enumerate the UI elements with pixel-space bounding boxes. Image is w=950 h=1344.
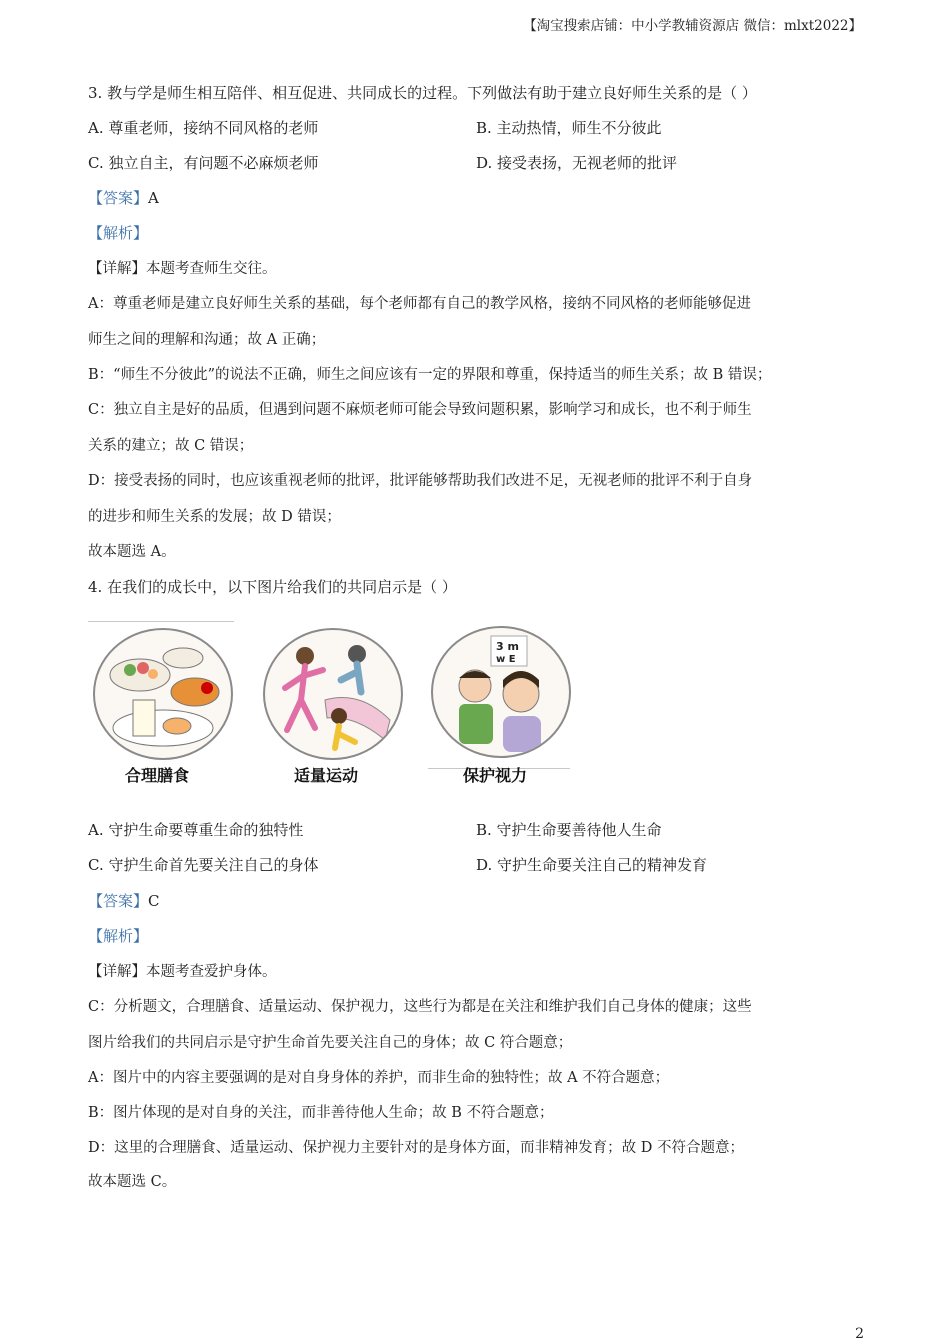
q3-detail-line: 师生之间的理解和沟通；故 A 正确；	[88, 332, 326, 348]
q4-detail-line: D：这里的合理膳食、适量运动、保护视力主要针对的是身体方面，而非精神发育；故 D 不符合题意；	[88, 1140, 744, 1156]
q4-detail-line: B：图片体现的是对自身的关注，而非善待他人生命；故 B 不符合题意；	[88, 1105, 554, 1121]
q3-stem: 3. 教与学是师生相互陪伴、相互促进、共同成长的过程。下列做法有助于建立良好师生关系的是（ ）	[88, 84, 757, 102]
q4-detail-line: 【详解】本题考查爱护身体。	[88, 964, 277, 980]
answer-value: C	[148, 892, 160, 910]
q3-detail-line: A：尊重老师是建立良好师生关系的基础，每个老师都有自己的教学风格，接纳不同风格的老师能够促进	[88, 296, 751, 312]
caption-exercise: 适量运动	[294, 766, 359, 785]
q4-detail-line: C：分析题文，合理膳食、适量运动、保护视力，这些行为都是在关注和维护我们自己身体的健康；这些	[88, 999, 752, 1015]
analysis-label: 【解析】	[88, 927, 149, 945]
q4-analysis	[88, 925, 148, 946]
caption-healthy-diet: 合理膳食	[125, 766, 190, 785]
exercise-illustration-icon	[263, 628, 403, 760]
q3-option-b: B. 主动热情，师生不分彼此	[476, 119, 662, 137]
q3-detail-line: D：接受表扬的同时，也应该重视老师的批评，批评能够帮助我们改进不足，无视老师的批评不利于自身	[88, 473, 753, 489]
analysis-label: 【解析】	[88, 224, 149, 242]
q4-detail-line: 故本题选 C。	[88, 1174, 177, 1190]
q4-detail-line: 图片给我们的共同启示是守护生命首先要关注自己的身体；故 C 符合题意；	[88, 1035, 573, 1051]
q3-detail-line: 故本题选 A。	[88, 544, 176, 560]
svg-text:w E: w E	[496, 654, 516, 665]
q3-option-d: D. 接受表扬，无视老师的批评	[476, 154, 678, 172]
q4-answer	[88, 890, 160, 911]
q4-option-a: A. 守护生命要尊重生命的独特性	[88, 821, 304, 839]
q3-answer	[88, 187, 159, 208]
food-illustration-icon	[93, 628, 233, 760]
svg-text:3 m: 3 m	[496, 640, 519, 653]
q3-detail-line: 的进步和师生关系的发展；故 D 错误；	[88, 509, 341, 525]
q4-option-c: C. 守护生命首先要关注自己的身体	[88, 856, 319, 874]
q4-stem: 4. 在我们的成长中，以下图片给我们的共同启示是（ ）	[88, 578, 457, 596]
page-number: 2	[855, 1326, 864, 1342]
q4-option-b: B. 守护生命要善待他人生命	[476, 821, 662, 839]
q4-option-d: D. 守护生命要关注自己的精神发育	[476, 856, 708, 874]
answer-label: 【答案】	[88, 892, 149, 910]
q3-detail-line: 关系的建立；故 C 错误；	[88, 438, 254, 454]
eye-care-illustration-icon	[431, 626, 571, 758]
answer-label: 【答案】	[88, 189, 149, 207]
q3-analysis	[88, 222, 148, 243]
answer-value: A	[148, 189, 159, 207]
q3-option-a: A. 尊重老师，接纳不同风格的老师	[88, 119, 319, 137]
q3-detail-line: B：“师生不分彼此”的说法不正确，师生之间应该有一定的界限和尊重，保持适当的师生关系；故 B 错误；	[88, 367, 772, 383]
page-header: 【淘宝搜索店铺：中小学教辅资源店 微信：mlxt2022】	[523, 18, 862, 34]
image-top-border	[88, 621, 234, 622]
q3-detail-line: 【详解】本题考查师生交往。	[88, 261, 277, 277]
q4-detail-line: A：图片中的内容主要强调的是对自身身体的养护，而非生命的独特性；故 A 不符合题意；	[88, 1070, 670, 1086]
q3-option-c: C. 独立自主，有问题不必麻烦老师	[88, 154, 319, 172]
q3-detail-line: C：独立自主是好的品质，但遇到问题不麻烦老师可能会导致问题积累，影响学习和成长，也不利于师生	[88, 402, 752, 418]
caption-eye-care: 保护视力	[463, 766, 528, 785]
